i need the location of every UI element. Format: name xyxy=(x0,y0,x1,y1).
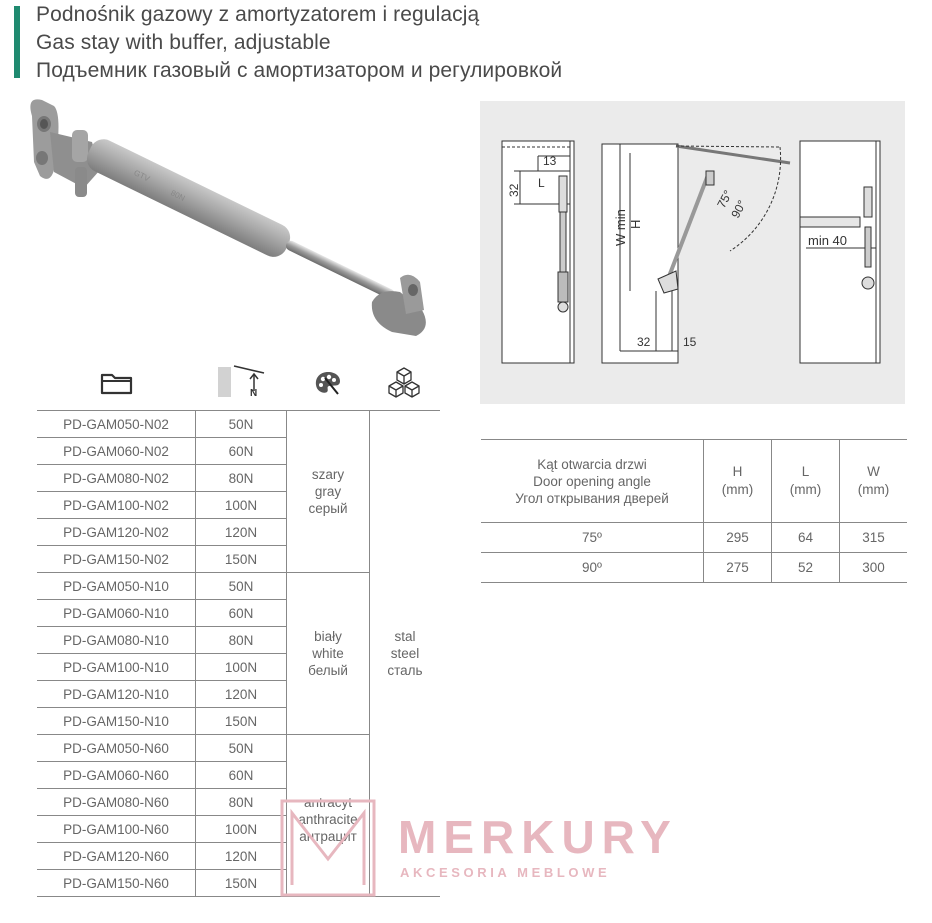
color-label-pl: biały xyxy=(314,629,342,644)
angle-75-label: 75° xyxy=(714,187,736,211)
product-force: 60N xyxy=(196,438,287,465)
color-white xyxy=(287,573,370,735)
header-l-unit: (mm) xyxy=(789,482,822,497)
dim-15-label: 15 xyxy=(683,335,697,349)
color-label-en: gray xyxy=(314,484,342,499)
header-l xyxy=(772,440,840,523)
product-force: 150N xyxy=(196,870,287,897)
watermark-subtitle: AKCESORIA MEBLOWE xyxy=(400,865,611,880)
product-force: 100N xyxy=(196,654,287,681)
color-grey xyxy=(287,411,370,573)
header-pl: Kąt otwarcia drzwi xyxy=(537,456,647,472)
title-polish: Podnośnik gazowy z amortyzatorem i regulacją xyxy=(36,3,480,26)
header-l-label: L xyxy=(801,464,810,479)
h-value: 295 xyxy=(704,523,772,553)
w-value: 300 xyxy=(840,553,908,583)
table-header-row xyxy=(481,440,907,523)
brand-mark-text: GTV xyxy=(132,168,152,184)
opening-angle-table xyxy=(481,439,907,583)
header-w-unit: (mm) xyxy=(857,482,890,497)
folder-icon xyxy=(100,371,134,395)
product-code: PD-GAM050-N60 xyxy=(37,735,196,762)
header-en: Door opening angle xyxy=(533,473,651,489)
product-code: PD-GAM120-N60 xyxy=(37,843,196,870)
palette-icon xyxy=(314,370,342,396)
color-label-en: anthracite xyxy=(298,812,358,827)
product-code: PD-GAM080-N10 xyxy=(37,627,196,654)
h-value: 275 xyxy=(704,553,772,583)
product-code: PD-GAM050-N02 xyxy=(37,411,196,438)
product-code: PD-GAM150-N10 xyxy=(37,708,196,735)
product-force: 50N xyxy=(196,573,287,600)
product-force: 100N xyxy=(196,816,287,843)
dim-32-bottom-label: 32 xyxy=(637,335,651,349)
color-label-ru: белый xyxy=(308,663,348,678)
product-code: PD-GAM080-N60 xyxy=(37,789,196,816)
product-force: 80N xyxy=(196,789,287,816)
header-opening-angle xyxy=(481,440,704,523)
product-force: 100N xyxy=(196,492,287,519)
product-force: 150N xyxy=(196,708,287,735)
header-w xyxy=(840,440,908,523)
product-code: PD-GAM150-N02 xyxy=(37,546,196,573)
color-label-en: white xyxy=(312,646,344,661)
header-h xyxy=(704,440,772,523)
product-force: 50N xyxy=(196,411,287,438)
gas-stay-product-image xyxy=(20,92,440,352)
load-unit-label: N xyxy=(250,388,258,399)
color-label-pl: antracyt xyxy=(303,795,353,810)
header-w-label: W xyxy=(867,464,880,479)
product-force: 80N xyxy=(196,627,287,654)
watermark-name: MERKURY xyxy=(398,811,678,863)
product-code: PD-GAM100-N60 xyxy=(37,816,196,843)
force-mark-text: 80N xyxy=(169,188,187,203)
material-label-pl: stal xyxy=(394,629,416,644)
header-ru: Угол открывания дверей xyxy=(515,490,669,506)
product-code: PD-GAM060-N02 xyxy=(37,438,196,465)
title-accent-bar xyxy=(14,6,20,78)
header-h-unit: (mm) xyxy=(721,482,754,497)
product-code: PD-GAM100-N02 xyxy=(37,492,196,519)
title-russian: Подъемник газовый с амортизатором и регулировкой xyxy=(36,59,563,82)
product-force: 60N xyxy=(196,600,287,627)
color-label-pl: szary xyxy=(311,467,345,482)
dim-h-label: H xyxy=(628,219,643,229)
product-force: 150N xyxy=(196,546,287,573)
w-value: 315 xyxy=(840,523,908,553)
cubes-icon xyxy=(387,366,421,398)
product-code: PD-GAM060-N10 xyxy=(37,600,196,627)
dim-32-left-label: 32 xyxy=(507,183,521,197)
material-label-en: steel xyxy=(390,646,420,661)
title-english: Gas stay with buffer, adjustable xyxy=(36,31,331,54)
color-label-ru: серый xyxy=(308,501,348,516)
product-force: 120N xyxy=(196,681,287,708)
product-force: 120N xyxy=(196,519,287,546)
product-code: PD-GAM120-N02 xyxy=(37,519,196,546)
dim-w-min-label: W min xyxy=(613,209,628,246)
material-label-ru: сталь xyxy=(387,663,423,678)
product-force: 80N xyxy=(196,465,287,492)
angle-value: 90º xyxy=(481,553,704,583)
dim-min-40-label: min 40 xyxy=(808,233,848,248)
table-row xyxy=(481,523,907,553)
angle-90-label: 90° xyxy=(728,197,750,221)
installation-diagram xyxy=(480,101,905,404)
product-code: PD-GAM120-N10 xyxy=(37,681,196,708)
product-code: PD-GAM050-N10 xyxy=(37,573,196,600)
l-value: 52 xyxy=(772,553,840,583)
product-code: PD-GAM060-N60 xyxy=(37,762,196,789)
product-force: 60N xyxy=(196,762,287,789)
product-code: PD-GAM080-N02 xyxy=(37,465,196,492)
force-icon xyxy=(218,363,268,403)
product-code: PD-GAM100-N10 xyxy=(37,654,196,681)
product-code: PD-GAM150-N60 xyxy=(37,870,196,897)
product-force: 120N xyxy=(196,843,287,870)
l-value: 64 xyxy=(772,523,840,553)
color-label-ru: антрацит xyxy=(299,829,357,844)
table-row xyxy=(481,553,907,583)
product-force: 50N xyxy=(196,735,287,762)
dim-13-label: 13 xyxy=(543,154,557,168)
header-h-label: H xyxy=(732,464,743,479)
dim-l-label: L xyxy=(538,176,545,190)
table-row xyxy=(37,411,440,438)
angle-value: 75º xyxy=(481,523,704,553)
